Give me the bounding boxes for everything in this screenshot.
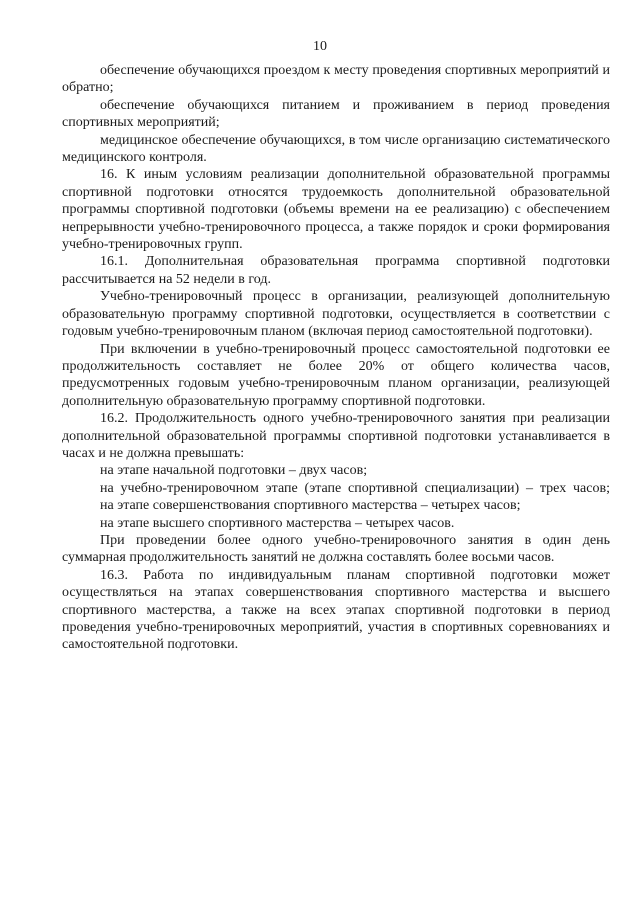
paragraph-medical: медицинское обеспечение обучающихся, в том числе организацию систематического медицинского контроля. [62,132,610,166]
paragraph-travel: обеспечение обучающихся проездом к месту проведения спортивных мероприятий и обратно; [62,63,610,96]
paragraph-training-process: Учебно-тренировочный процесс в организации, реализующей дополнительную образовательную программу спортивной подготовки, осуществляется в соответствии с годовым учебно-тренировочным планом (включая период самостоятельной подготовки). [62,289,610,340]
paragraph-stage-training: на учебно-тренировочном этапе (этапе спортивной специализации) – трех часов; [100,480,610,496]
page-number: 10 [313,39,327,54]
paragraph-section-16: 16. К иным условиям реализации дополнительной образовательной программы спортивной подготовки относятся трудоемкость дополнительной образовательной программы спортивной подготовки (объемы времени на ее реализацию) с обеспечением непрерывности учебно-тренировочного процесса, а также порядок и сроки формирования учебно-тренировочных групп. [62,167,610,253]
paragraph-self-training: При включении в учебно-тренировочный процесс самостоятельной подготовки ее продолжительность составляет не более 20% от общего количества часов, предусмотренных годовым учебно-тренировочным планом организации, реализующей дополнительную образовательную программу спортивной подготовки. [62,341,610,409]
paragraph-section-16-2: 16.2. Продолжительность одного учебно-тренировочного занятия при реализации дополнительной образовательной программы спортивной подготовки устанавливается в часах и не должна превышать: [62,411,610,461]
paragraph-section-16-3: 16.3. Работа по индивидуальным планам спортивной подготовки может осуществляться на этапах совершенствования спортивного мастерства и высшего спортивного мастерства, а также на всех этапах спортивной подготовки в период проведения учебно-тренировочных мероприятий, участия в спортивных соревнованиях и самостоятельной подготовки. [62,567,610,653]
paragraph-section-16-1: 16.1. Дополнительная образовательная программа спортивной подготовки рассчитывается на 52 недели в год. [62,254,610,287]
paragraph-daily-limit: При проведении более одного учебно-тренировочного занятия в один день суммарная продолжительность занятий не должна составлять более восьми часов. [62,532,610,566]
paragraph-meals-lodging: обеспечение обучающихся питанием и проживанием в период проведения спортивных мероприятий; [62,97,610,131]
paragraph-stage-highest: на этапе высшего спортивного мастерства – четырех часов. [100,515,455,531]
paragraph-stage-initial: на этапе начальной подготовки – двух часов; [100,463,368,479]
paragraph-stage-improvement: на этапе совершенствования спортивного мастерства – четырех часов; [100,498,521,514]
document-body [62,62,610,654]
